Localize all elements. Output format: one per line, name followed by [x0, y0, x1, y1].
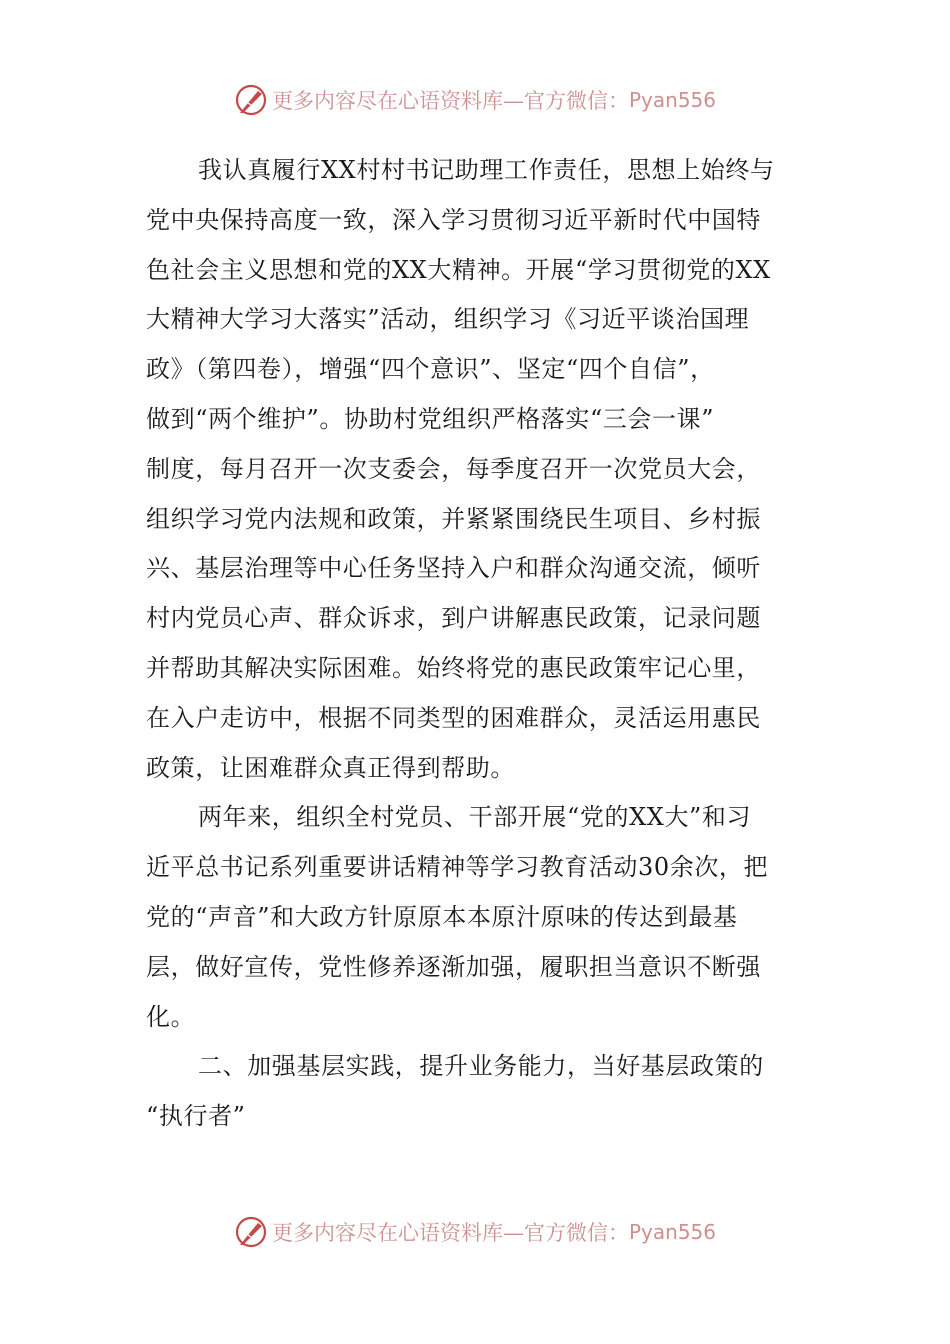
text-line: 做到“两个维护”。协助村党组织严格落实“三会一课” [146, 404, 715, 433]
text-line: 党的“声音”和大政方针原原本本原汁原味的传达到最基 [146, 902, 738, 931]
text-line: 村内党员心声、群众诉求，到户讲解惠民政策，记录问题 [146, 604, 761, 633]
text-line: 大精神大学习大落实”活动，组织学习《习近平谈治国理 [146, 305, 750, 334]
document-body [146, 146, 806, 1142]
text-line: 政》（第四卷），增强“四个意识”、坚定“四个自信”， [146, 355, 715, 384]
pen-circle-icon [234, 83, 268, 117]
text-line: 并帮助其解决实际困难。始终将党的惠民政策牢记心里， [146, 653, 761, 682]
paragraph-1 [146, 146, 806, 793]
footer-banner-text: 更多内容尽在心语资料库—官方微信： [271, 1221, 629, 1245]
footer-banner [0, 1212, 950, 1252]
header-banner-text: 更多内容尽在心语资料库—官方微信： [271, 89, 629, 113]
footer-wechat-id: Pyan556 [628, 1220, 716, 1244]
text-line: 在入户走访中，根据不同类型的困难群众，灵活运用惠民 [146, 703, 761, 732]
pen-circle-icon [234, 1215, 268, 1249]
text-line: “执行者” [146, 1102, 246, 1131]
header-wechat-id: Pyan556 [628, 88, 716, 112]
text-line: 层，做好宣传，党性修养逐渐加强，履职担当意识不断强 [146, 952, 761, 981]
text-line: 两年来，组织全村党员、干部开展“党的XX大”和习 [198, 803, 752, 832]
text-line: 近平总书记系列重要讲话精神等学习教育活动30余次，把 [146, 853, 769, 882]
text-line: 色社会主义思想和党的XX大精神。开展“学习贯彻党的XX [146, 255, 771, 284]
text-line: 二、加强基层实践，提升业务能力，当好基层政策的 [198, 1052, 764, 1081]
text-line: 化。 [146, 1002, 196, 1031]
text-line: 党中央保持高度一致，深入学习贯彻习近平新时代中国特 [146, 205, 761, 234]
text-line: 我认真履行XX村村书记助理工作责任，思想上始终与 [198, 156, 775, 184]
paragraph-2 [146, 793, 806, 1042]
section-heading [146, 1042, 806, 1142]
text-line: 政策，让困难群众真正得到帮助。 [146, 753, 515, 782]
text-line: 兴、基层治理等中心任务坚持入户和群众沟通交流，倾听 [146, 554, 761, 583]
header-banner [0, 80, 950, 120]
text-line: 组织学习党内法规和政策，并紧紧围绕民生项目、乡村振 [146, 504, 761, 533]
text-line: 制度，每月召开一次支委会，每季度召开一次党员大会， [146, 454, 761, 483]
